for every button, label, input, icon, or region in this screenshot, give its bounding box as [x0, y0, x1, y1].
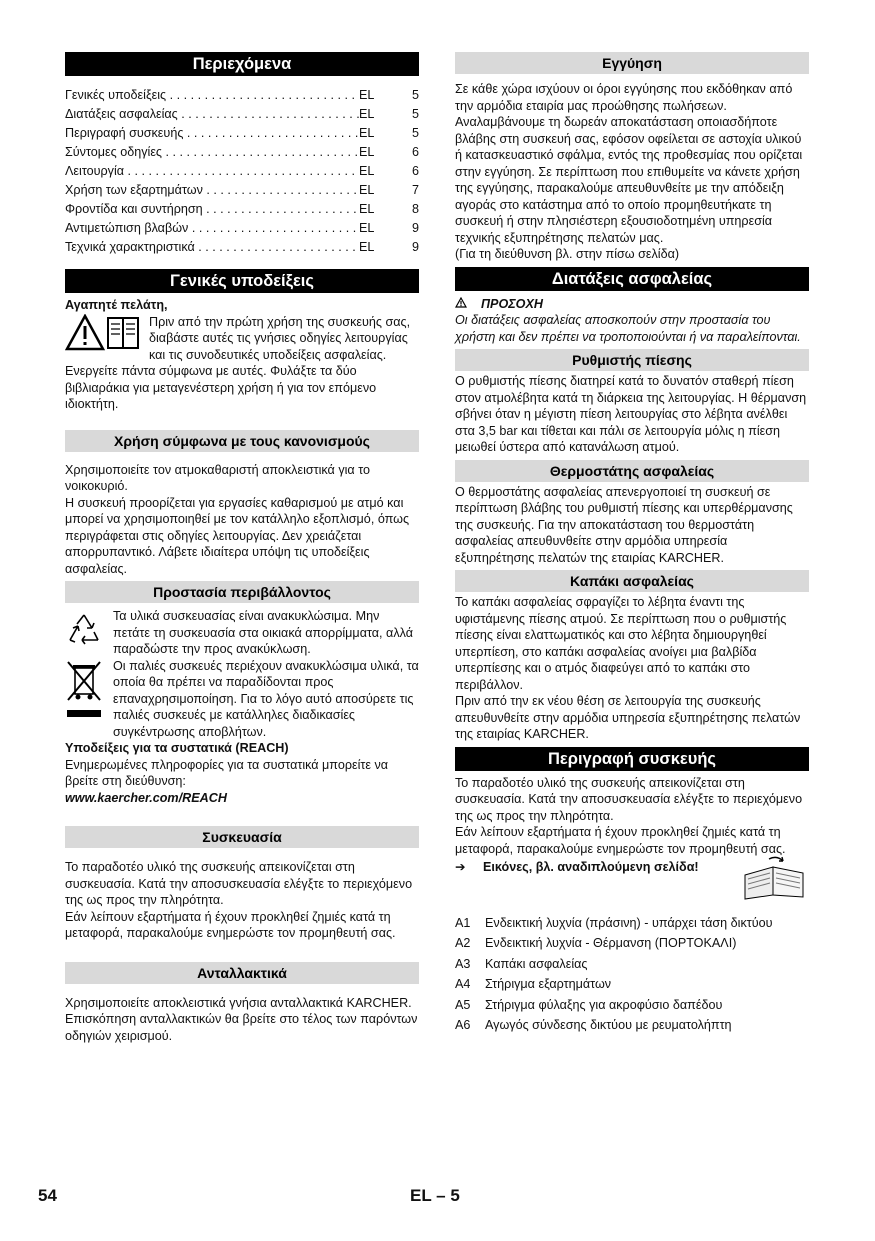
toc-item[interactable]: Γενικές υποδείξεις . . . EL 5	[65, 86, 419, 105]
general-section	[65, 314, 419, 413]
intended-use-text-1: Χρησιμοποιείτε τον ατμοκαθαριστή αποκλειστικά για το νοικοκυριό.	[65, 462, 371, 493]
environment-heading: Προστασία περιβάλλοντος	[65, 581, 419, 603]
parts-list	[455, 915, 809, 1034]
warranty-heading: Εγγύηση	[455, 52, 809, 74]
caution-label: ΠΡΟΣΟΧΗ	[481, 296, 543, 311]
pressure-regulator-heading: Ρυθμιστής πίεσης	[455, 349, 809, 371]
list-item: A4 Στήριγμα εξαρτημάτων	[455, 977, 612, 991]
fold-out-note	[455, 859, 809, 876]
list-item: A6 Αγωγός σύνδεσης δικτύου με ρευματολήπτη	[455, 1018, 732, 1032]
list-item: A5 Στήριγμα φύλαξης για ακροφύσιο δαπέδου	[455, 997, 723, 1012]
spare-parts-text: Χρησιμοποιείτε αποκλειστικά γνήσια ανταλλακτικά KARCHER. Επισκόπηση ανταλλακτικών θα βρείτε στο τέλος των παρόντων οδηγιών χειρισμού.	[65, 995, 418, 1043]
safety-cap-heading: Καπάκι ασφαλείας	[455, 570, 809, 592]
environment-text-1: Τα υλικά συσκευασίας είναι ανακυκλώσιμα. Μην πετάτε τη συσκευασία στα οικιακά απορρίμματα, αλλά παραδώστε την προς ανακύκλωση.	[113, 609, 414, 656]
intended-use-heading: Χρήση σύμφωνα με τους κανονισμούς	[65, 430, 419, 452]
caution-line	[455, 296, 809, 313]
recycling-icon	[65, 612, 103, 651]
environment-recycling	[65, 608, 419, 658]
list-item: A1 Ενδεικτική λυχνία (πράσινη) - υπάρχει τάση δικτύου	[455, 915, 773, 930]
section-code: EL	[410, 1186, 432, 1205]
toc-item[interactable]: Περιγραφή συσκευής . . . EL 5	[65, 124, 419, 143]
toc-item[interactable]: Διατάξεις ασφαλείας . . . EL 5	[65, 105, 419, 124]
description-heading: Περιγραφή συσκευής	[455, 747, 809, 771]
arrow-right-icon: ➔	[455, 860, 466, 874]
environment-text-2: Οι παλιές συσκευές περιέχουν ανακυκλώσιμα υλικά, τα οποία θα πρέπει να παραδίδονται προς επαναχρησιμοποίηση. Για το λόγο αυτό αποσύρετε τις παλιές συσκευές με κατάλληλες διαδικασίες συγκέντρωσης αποβλήτων.	[113, 658, 419, 739]
fold-out-booklet-icon	[739, 855, 809, 906]
crossed-bin-icon	[65, 660, 103, 731]
toc-item[interactable]: Σύντομες οδηγίες . . . EL 6	[65, 143, 419, 162]
environment-weee	[65, 658, 419, 741]
safety-cap-text-1: Το καπάκι ασφαλείας σφραγίζει το λέβητα έναντι της υφιστάμενης πίεσης ατμού. Σε περίπτωση που ο ρυθμιστής πίεσης είναι ελαττωματικός και στο λέβητα δημιουργηθεί υπερπίεση, στο καπάκι ασφαλείας ανοίγει μια βαλβίδα υπερπίεσης και ο ατμός διαφεύγει από το καπάκι στο περιβάλλον.	[455, 595, 787, 692]
reach-link[interactable]: www.kaercher.com/REACH	[65, 790, 227, 805]
pressure-regulator-text: Ο ρυθμιστής πίεσης διατηρεί κατά το δυνατόν σταθερή πίεση στον ατμολέβητα κατά τη διάρκεια της λειτουργίας. Η θέρμανση σβήνει όταν η μέγιστη πίεση λειτουργίας στο λέβητα ανέλθει στα 3,5 bar και τίθεται και πάλι σε λειτουργία μόλις η πίεση μειωθεί ύστερα από κατανάλωση ατμού.	[455, 374, 807, 454]
fold-out-text: Εικόνες, βλ. αναδιπλούμενη σελίδα!	[483, 860, 699, 874]
thermostat-heading: Θερμοστάτης ασφαλείας	[455, 460, 809, 482]
toc-list	[65, 86, 419, 257]
safety-cap-text-2: Πριν από την εκ νέου θέση σε λειτουργία της συσκευής απευθυνθείτε στην αρμόδια υπηρεσία εξυπηρέτησης πελατών της εταιρίας KARCHER.	[455, 694, 801, 741]
toc-item[interactable]: Τεχνικά χαρακτηριστικά . . . EL 9	[65, 238, 419, 257]
right-column	[455, 52, 809, 1038]
description-text-1: Το παραδοτέο υλικό της συσκευής απεικονίζεται στη συσκευασία. Κατά την αποσυσκευασία ελέγξτε το περιεχόμενο της ως προς την πληρότητα.	[455, 775, 803, 823]
list-item: A3 Καπάκι ασφαλείας	[455, 956, 588, 971]
toc-heading: Περιεχόμενα	[65, 52, 419, 76]
toc-item[interactable]: Αντιμετώπιση βλαβών . . . EL 9	[65, 219, 419, 238]
toc-item[interactable]: Λειτουργία . . . EL 6	[65, 162, 419, 181]
thermostat-text: Ο θερμοστάτης ασφαλείας απενεργοποιεί τη συσκευή σε περίπτωση βλάβης του ρυθμιστή πίεσης και υπερθέρμανσης της συσκευής. Για την αποκατάσταση του θερμοστάτη ασφαλείας απευθυνθείτε στην αρμόδια υπηρεσία εξυπηρέτησης πελατών της εταιρίας KARCHER.	[455, 484, 793, 565]
intended-use-text-2: Η συσκευή προορίζεται για εργασίες καθαρισμού με ατμό και μπορεί να χρησιμοποιηθεί με τον κατάλληλο εξοπλισμό, όπως περιγράφεται στις οδηγίες λειτουργίας. Δεν χρειάζεται απορρυπαντικό. Λάβετε ιδιαίτερα υπόψη τις υποδείξεις ασφαλείας.	[65, 495, 410, 576]
general-heading: Γενικές υποδείξεις	[65, 269, 419, 293]
description-text-2: Εάν λείπουν εξαρτήματα ή έχουν προκληθεί ζημιές κατά τη μεταφορά, παρακαλούμε ενημερώστε τον προμηθευτή σας.	[455, 825, 786, 856]
packaging-text-1: Το παραδοτέο υλικό της συσκευής απεικονίζεται στη συσκευασία. Κατά την αποσυσκευασία ελέγξτε το περιεχόμενο της ως προς την πληρότητα.	[65, 860, 413, 907]
warning-icon	[455, 297, 471, 311]
warranty-address-note: (Για τη διεύθυνση βλ. στην πίσω σελίδα)	[455, 247, 680, 261]
safety-heading: Διατάξεις ασφαλείας	[455, 267, 809, 291]
warranty-text: Σε κάθε χώρα ισχύουν οι όροι εγγύησης που εκδόθηκαν από την αρμόδια εταιρία μας προώθησης πωλήσεων. Αναλαμβάνουμε τη δωρεάν αποκατάσταση οποιασδήποτε βλάβης στη συσκευή σας, εφόσον οφείλεται σε αστοχία υλικού ή κατασκευαστικό σφάλμα, εντός της προθεσμίας που ορίζεται στην εγγύηση. Σε περίπτωση που επιθυμείτε να κάνετε χρήση της εγγύησης, παρακαλούμε απευθυνθείτε με την απόδειξη αγοράς στο κατάστημα από το οποίο προμηθευτήκατε τη συσκευή ή στην πλησιέστερη εξουσιοδοτημένη υπηρεσία τεχνικής εξυπηρέτησης πελατών μας.	[455, 82, 803, 245]
section-page-label	[410, 1188, 460, 1205]
left-column	[65, 52, 419, 1044]
section-page: 5	[450, 1186, 460, 1205]
list-item: A2 Ενδεικτική λυχνία - Θέρμανση (ΠΟΡΤΟΚΑΛΙ)	[455, 936, 737, 950]
reach-text: Ενημερωμένες πληροφορίες για τα συστατικά μπορείτε να βρείτε στη διεύθυνση:	[65, 757, 389, 788]
warning-manual-icon	[65, 314, 143, 357]
page-number: 54	[38, 1186, 57, 1205]
caution-text: Οι διατάξεις ασφαλείας αποσκοπούν στην προστασία του χρήστη και δεν πρέπει να τροποποιούνται ή να παραλείπονται.	[455, 313, 801, 344]
reach-heading: Υποδείξεις για τα συστατικά (REACH)	[65, 741, 289, 755]
packaging-heading: Συσκευασία	[65, 826, 419, 848]
spare-parts-heading: Ανταλλακτικά	[65, 962, 419, 984]
greeting: Αγαπητέ πελάτη,	[65, 298, 168, 312]
packaging-text-2: Εάν λείπουν εξαρτήματα ή έχουν προκληθεί ζημιές κατά τη μεταφορά, παρακαλούμε ενημερώστε τον προμηθευτή σας.	[65, 909, 396, 940]
section-separator: –	[436, 1186, 446, 1205]
toc-item[interactable]: Φροντίδα και συντήρηση . . . EL 8	[65, 200, 419, 219]
general-text: Πριν από την πρώτη χρήση της συσκευής σας, διαβάστε αυτές τις γνήσιες οδηγίες λειτουργίας και τις συνοδευτικές υποδείξεις ασφαλείας. Ενεργείτε πάντα σύμφωνα με αυτές. Φυλάξτε τα δύο βιβλιαράκια για μεταγενέστερη χρήση ή για τον επόμενο ιδιοκτήτη.	[65, 314, 411, 411]
toc-item[interactable]: Χρήση των εξαρτημάτων . . . EL 7	[65, 181, 419, 200]
